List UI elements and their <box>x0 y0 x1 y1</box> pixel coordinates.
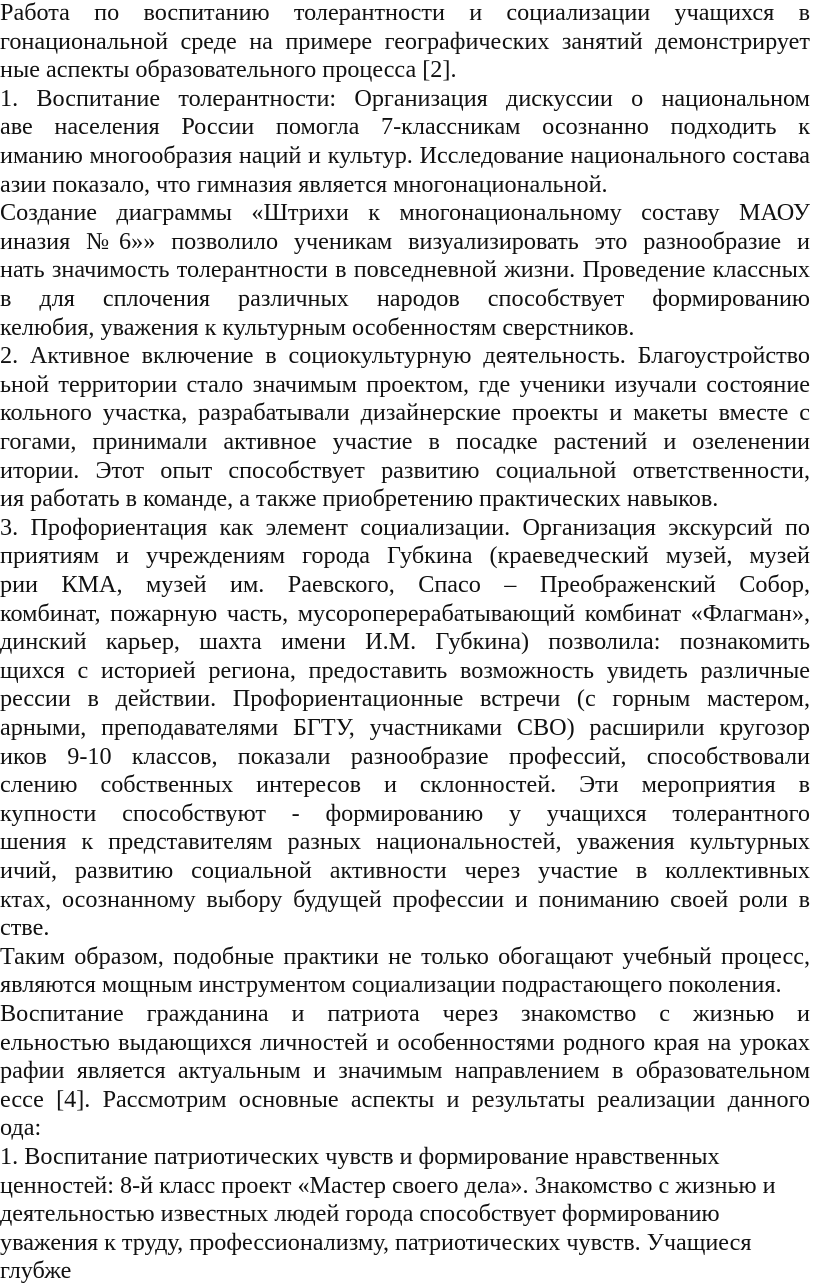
text-line: нать значимость толерантности в повседневной жизни. Проведение классных <box>0 256 810 284</box>
text-line: ия работать в команде, а также приобретению практических навыков. <box>0 485 719 513</box>
text-line: Создание диаграммы «Штрихи к многонациональному составу МАОУ <box>0 199 810 227</box>
text-line: аве населения России помогла 7-классникам осознанно подходить к <box>0 113 810 141</box>
text-line: ценностей: 8-й класс проект «Мастер своего дела». Знакомство с жизнью и <box>0 1171 776 1199</box>
text-line: щихся с историей региона, предоставить возможность увидеть различные <box>0 656 810 684</box>
text-line: деятельностью известных людей города способствует формированию <box>0 1200 720 1228</box>
text-line: гогами, принимали активное участие в посадке растений и озеленении <box>0 428 810 455</box>
text-line: ьной территории стало значимым проектом, где ученики изучали состояние <box>0 370 810 398</box>
text-line: являются мощным инструментом социализации подрастающего поколения. <box>0 971 782 999</box>
text-line: купности способствуют - формированию у учащихся толерантного <box>0 799 810 827</box>
text-line: рафии является актуальным и значимым направлением в образовательном <box>0 1057 810 1085</box>
text-line: 1. Воспитание толерантности: Организация дискуссии о национальном <box>0 84 810 112</box>
text-line: приятиям и учреждениям города Губкина (краеведческий музей, музей <box>0 542 810 570</box>
text-line: глубже <box>0 1257 72 1285</box>
text-line: комбинат, пожарную часть, мусороперерабатывающий комбинат «Флагман», <box>0 599 810 627</box>
text-line: 1. Воспитание патриотических чувств и формирование нравственных <box>0 1143 720 1170</box>
text-line: динский карьер, шахта имени И.М. Губкина) позволила: познакомить <box>0 628 810 656</box>
text-line: кольного участка, разрабатывали дизайнерские проекты и макеты вместе с <box>0 399 810 427</box>
text-line: ода: <box>0 1114 42 1142</box>
text-line: ные аспекты образовательного процесса [2]. <box>0 56 457 84</box>
text-line: в для сплочения различных народов способствует формированию <box>0 285 810 312</box>
text-line: итории. Этот опыт способствует развитию социальной ответственности, <box>0 456 810 484</box>
text-line: ичий, развитию социальной активности через участие в коллективных <box>0 857 810 884</box>
text-line: 3. Профориентация как элемент социализации. Организация экскурсий по <box>0 513 810 541</box>
text-line: келюбия, уважения к культурным особенностям сверстников. <box>0 313 635 341</box>
text-line: 2. Активное включение в социокультурную деятельность. Благоустройство <box>0 342 810 370</box>
text-line: рии КМА, музей им. Раевского, Спасо – Преображенский Собор, <box>0 571 810 598</box>
text-line: ессе [4]. Рассмотрим основные аспекты и результаты реализации данного <box>0 1085 810 1113</box>
text-line: ктах, осознанному выбору будущей профессии и пониманию своей роли в <box>0 885 810 913</box>
text-line: стве. <box>0 914 50 942</box>
text-line: иназия №6»» позволило ученикам визуализировать это разнообразие и <box>0 227 810 255</box>
text-line: ельностью выдающихся личностей и особенностями родного края на уроках <box>0 1028 810 1056</box>
text-line: иманию многообразия наций и культур. Исследование национального состава <box>0 142 810 169</box>
text-line: азии показало, что гимназия является многонациональной. <box>0 170 608 198</box>
text-line: иков 9-10 классов, показали разнообразие профессий, способствовали <box>0 742 810 770</box>
text-line: арными, преподавателями БГТУ, участниками СВО) расширили кругозор <box>0 714 810 741</box>
text-line: Таким образом, подобные практики не только обогащают учебный процесс, <box>0 942 810 970</box>
text-line: шения к представителям разных национальностей, уважения культурных <box>0 828 810 856</box>
text-line: Воспитание гражданина и патриота через знакомство с жизнью и <box>0 1000 810 1027</box>
text-line: рессии в действии. Профориентационные встречи (с горным мастером, <box>0 685 810 713</box>
text-line: Работа по воспитанию толерантности и социализации учащихся в <box>0 0 810 26</box>
text-line: гонациональной среде на примере географических занятий демонстрирует <box>0 27 810 55</box>
text-line: уважения к труду, профессионализму, патриотических чувств. Учащиеся <box>0 1228 752 1256</box>
text-line: слению собственных интересов и склонностей. Эти мероприятия в <box>0 771 810 799</box>
